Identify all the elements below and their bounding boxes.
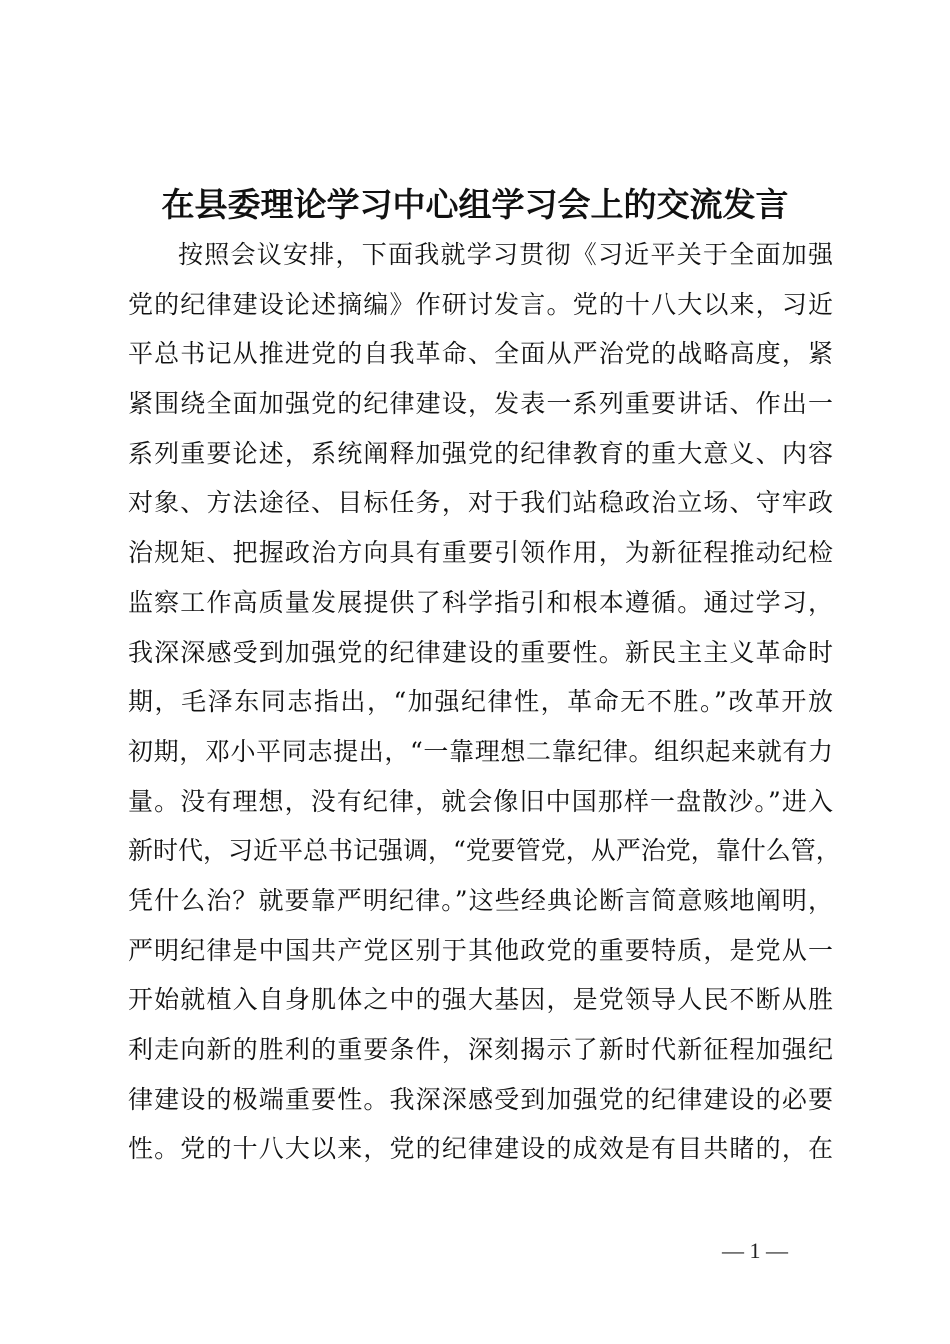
body-line: 新时代，习近平总书记强调，“党要管党，从严治党，靠什么管，: [128, 836, 841, 866]
body-line: 紧围绕全面加强党的纪律建设，发表一系列重要讲话、作出一: [128, 389, 833, 419]
body-line: 党的纪律建设论述摘编》作研讨发言。党的十八大以来，习近: [128, 289, 833, 319]
body-line: 治规矩、把握政治方向具有重要引领作用，为新征程推动纪检: [128, 538, 833, 568]
body-line: 按照会议安排，下面我就学习贯彻《习近平关于全面加强: [178, 240, 833, 269]
body-line: 对象、方法途径、目标任务，对于我们站稳政治立场、守牢政: [128, 488, 833, 518]
page-number: — 1 —: [722, 1238, 788, 1263]
body-line: 监察工作高质量发展提供了科学指引和根本遵循。通过学习，: [128, 587, 833, 617]
body-line: 初期，邓小平同志提出，“一靠理想二靠纪律。组织起来就有力: [128, 736, 833, 766]
document-body: [128, 230, 841, 1174]
body-line: 严明纪律是中国共产党区别于其他政党的重要特质，是党从一: [128, 935, 833, 965]
body-line: 系列重要论述，系统阐释加强党的纪律教育的重大意义、内容: [128, 438, 833, 468]
body-line: 平总书记从推进党的自我革命、全面从严治党的战略高度，紧: [128, 339, 833, 369]
body-line: 期，毛泽东同志指出，“加强纪律性，革命无不胜。”改革开放: [128, 687, 833, 717]
body-line: 律建设的极端重要性。我深深感受到加强党的纪律建设的必要: [128, 1084, 833, 1114]
body-line: 性。党的十八大以来，党的纪律建设的成效是有目共睹的，在: [128, 1134, 833, 1164]
body-line: 利走向新的胜利的重要条件，深刻揭示了新时代新征程加强纪: [128, 1035, 833, 1064]
body-line: 量。没有理想，没有纪律，就会像旧中国那样一盘散沙。”进入: [128, 786, 833, 816]
body-line: 凭什么治？就要靠严明纪律。”这些经典论断言简意赅地阐明，: [128, 885, 833, 915]
body-line: 开始就植入自身肌体之中的强大基因，是党领导人民不断从胜: [128, 985, 833, 1015]
body-line: 我深深感受到加强党的纪律建设的重要性。新民主主义革命时: [128, 637, 833, 667]
document-title: 在县委理论学习中心组学习会上的交流发言: [161, 185, 789, 224]
